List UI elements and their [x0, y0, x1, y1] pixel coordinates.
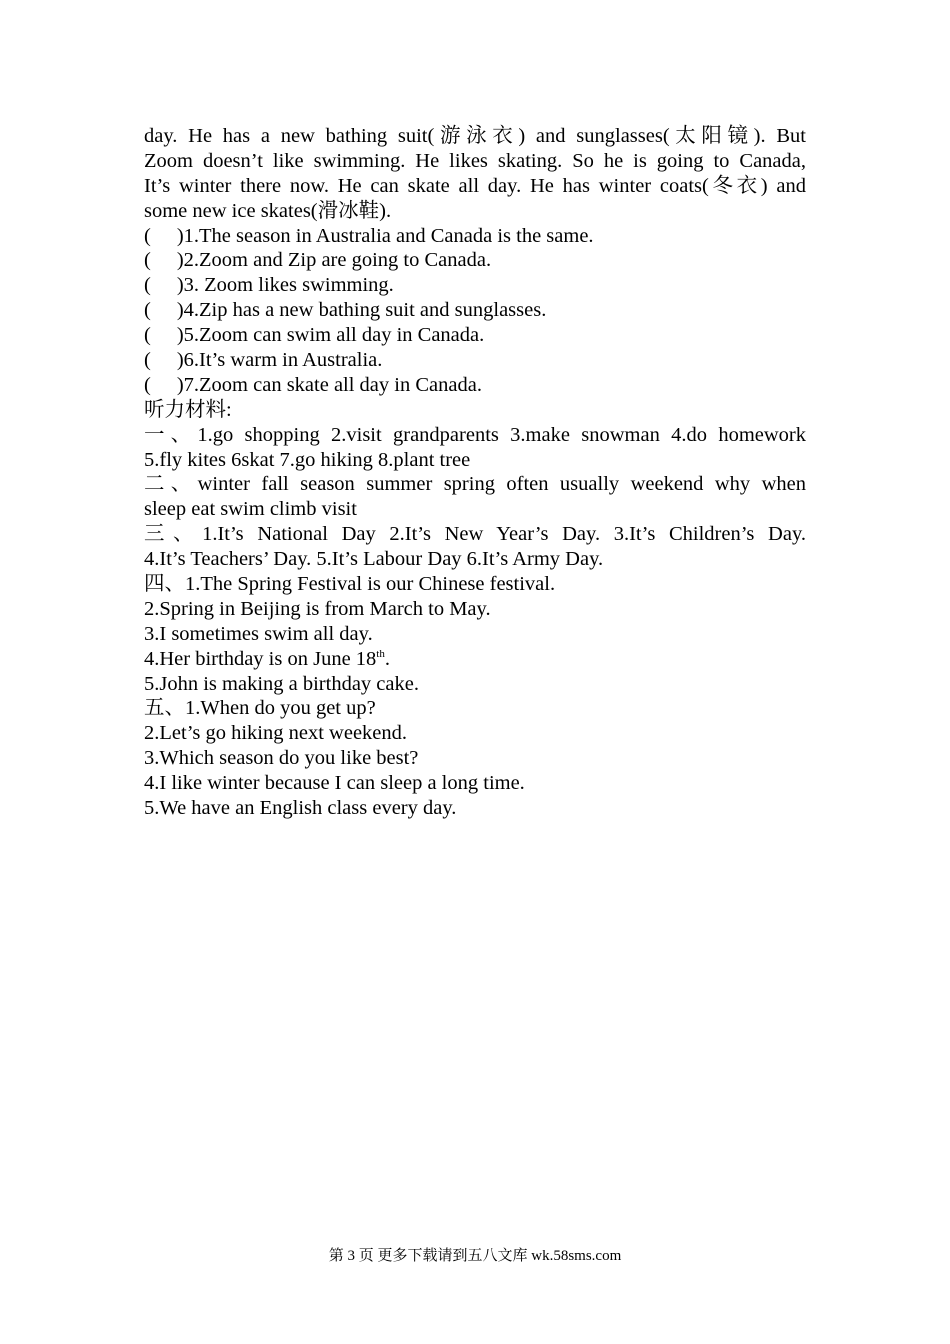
question-text: )6.It’s warm in Australia.: [176, 349, 383, 372]
listening-part4-line: 2.Spring in Beijing is from March to May.: [144, 597, 491, 620]
listening-part1-line: 一、1.go shopping 2.visit grandparents 3.make snowman 4.do homework: [144, 423, 806, 446]
question-text: )7.Zoom can skate all day in Canada.: [176, 373, 482, 396]
passage-line: day. He has a new bathing suit(游泳衣) and sunglasses(太阳镜). But: [144, 125, 806, 147]
sentence-end: .: [384, 647, 390, 670]
question-item: [144, 298, 806, 323]
answer-bracket: (: [144, 274, 151, 297]
listening-part4-line: [144, 647, 806, 672]
listening-part1-line: 5.fly kites 6skat 7.go hiking 8.plant tree: [144, 448, 471, 471]
listening-part4-line: 3.I sometimes swim all day.: [144, 622, 373, 645]
answer-bracket: (: [144, 373, 151, 396]
listening-part5-line: 4.I like winter because I can sleep a long time.: [144, 772, 525, 795]
question-text: )3. Zoom likes swimming.: [176, 274, 394, 297]
answer-bracket: (: [144, 349, 151, 372]
question-item: [144, 323, 806, 348]
birthday-text: 4.Her birthday is on June 18: [144, 647, 377, 670]
question-item: [144, 248, 806, 273]
ordinal-suffix: th: [376, 647, 385, 660]
question-item: [144, 273, 806, 298]
listening-part3-line: 4.It’s Teachers’ Day. 5.It’s Labour Day 6.It’s Army Day.: [144, 548, 604, 571]
question-text: )4.Zip has a new bathing suit and sunglasses.: [176, 299, 547, 322]
passage-line: Zoom doesn’t like swimming. He likes skating. So he is going to Canada,: [144, 149, 806, 172]
question-item: [144, 373, 806, 398]
question-text: )2.Zoom and Zip are going to Canada.: [176, 249, 492, 272]
page-footer: 第 3 页 更多下载请到五八文库 wk.58sms.com: [328, 1248, 622, 1264]
answer-bracket: (: [144, 224, 151, 247]
question-text: )5.Zoom can swim all day in Canada.: [176, 324, 485, 347]
listening-part5-line: 3.Which season do you like best?: [144, 747, 419, 770]
listening-part5-line: 2.Let’s go hiking next weekend.: [144, 722, 408, 745]
listening-part3-line: 三、1.It’s National Day 2.It’s New Year’s Day. 3.It’s Children’s Day.: [144, 523, 806, 546]
passage-line: some new ice skates(滑冰鞋).: [144, 199, 392, 222]
listening-part4-line: 5.John is making a birthday cake.: [144, 672, 419, 695]
listening-part2-line: sleep eat swim climb visit: [144, 498, 357, 521]
answer-bracket: (: [144, 324, 151, 347]
answer-bracket: (: [144, 249, 151, 272]
listening-heading: 听力材料:: [144, 398, 232, 421]
question-item: [144, 224, 806, 249]
listening-part4-line: 四、1.The Spring Festival is our Chinese festival.: [144, 573, 556, 596]
document-body: [144, 124, 806, 821]
listening-part2-line: 二、winter fall season summer spring often usually weekend why when: [144, 473, 806, 496]
listening-part5-line: 五、1.When do you get up?: [144, 697, 376, 720]
answer-bracket: (: [144, 299, 151, 322]
passage-line: It’s winter there now. He can skate all day. He has winter coats(冬衣) and: [144, 174, 806, 197]
question-item: [144, 348, 806, 373]
question-text: )1.The season in Australia and Canada is the same.: [176, 224, 594, 247]
listening-part5-line: 5.We have an English class every day.: [144, 797, 457, 820]
